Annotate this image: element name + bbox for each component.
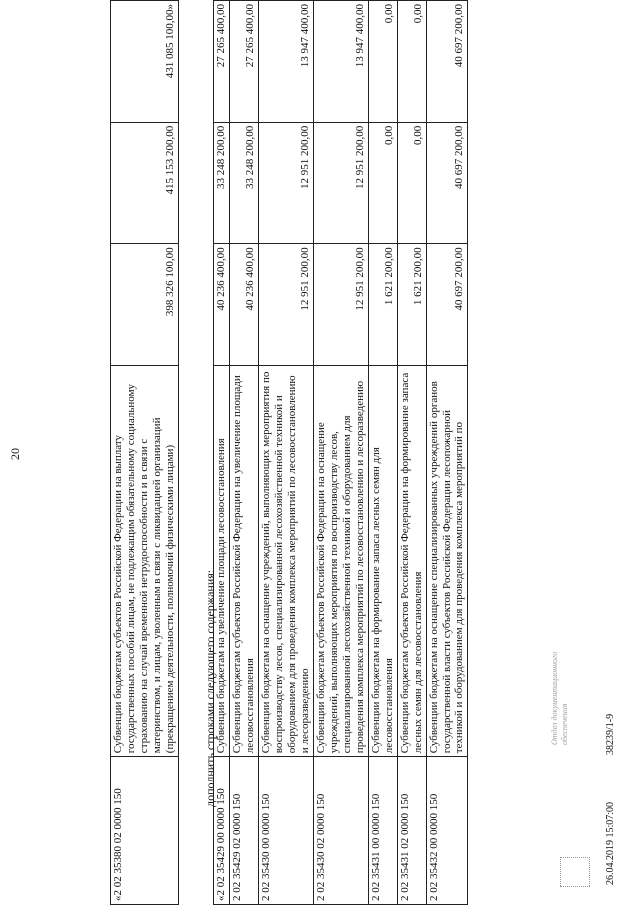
value-2019: 40 697 200,00 (426, 244, 468, 366)
row-description: Субвенции бюджетам субъектов Российской Федерации на выплату государственных пособий лицам, не подлежащим обязательному социальному страхованию на случай временной нетрудоспособности и в связи с материнством, и лицам, уволенным в связи с ликвидацией организаций (прекращением деятельности, полномочий физическими лицами) (111, 366, 179, 757)
insert-note: дополнить строками следующего содержания: (203, 569, 217, 807)
value-2021: 27 265 400,00 (229, 1, 258, 123)
value-2020: 33 248 200,00 (214, 122, 230, 244)
row-description: Субвенции бюджетам на оснащение учреждений, выполняющих мероприятия по воспроизводству лесов, специализированной лесохозяйственной техникой и оборудованием для проведения комплекса мероприятий по лесовосстановлению и лесоразведению (258, 366, 313, 757)
table-row (368, 1, 397, 905)
row-description: Субвенции бюджетам на формирование запаса лесных семян для лесовосстановления (368, 366, 397, 757)
row-description: Субвенции бюджетам субъектов Российской Федерации на формирование запаса лесных семян для лесовосстановления (397, 366, 426, 757)
top-table (110, 0, 179, 905)
budget-code: «2 02 35380 02 0000 150 (111, 757, 179, 905)
main-table (213, 0, 468, 905)
budget-code: 2 02 35431 02 0000 150 (397, 757, 426, 905)
value-2020: 40 697 200,00 (426, 122, 468, 244)
value-2019: 12 951 200,00 (313, 244, 368, 366)
page-number: 20 (8, 448, 22, 460)
value-2021: 13 947 400,00 (258, 1, 313, 123)
value-2020: 33 248 200,00 (229, 122, 258, 244)
footer-date: 26.04.2019 15:07:00 (605, 801, 616, 885)
value-2021: 40 697 200,00 (426, 1, 468, 123)
value-2019: 40 236 400,00 (214, 244, 230, 366)
value-2021: 0,00 (397, 1, 426, 123)
table-row (258, 1, 313, 905)
table-row (111, 1, 179, 905)
budget-code: «2 02 35429 00 0000 150 (214, 757, 230, 905)
value-2020: 0,00 (368, 122, 397, 244)
row-description: Субвенции бюджетам на оснащение специализированных учреждений органов государственной власти субъектов Российской Федерации лесопожарной техникой и оборудованием для проведения комплекса мероприятий по (426, 366, 468, 757)
scan-mark (560, 857, 590, 887)
value-2020: 415 153 200,00 (111, 122, 179, 244)
value-2019: 12 951 200,00 (258, 244, 313, 366)
value-2019: 1 621 200,00 (397, 244, 426, 366)
table-row (229, 1, 258, 905)
value-2019: 1 621 200,00 (368, 244, 397, 366)
table-row (313, 1, 368, 905)
value-2021: 0,00 (368, 1, 397, 123)
budget-code: 2 02 35431 00 0000 150 (368, 757, 397, 905)
row-description: Субвенции бюджетам субъектов Российской Федерации на увеличение площади лесовосстановления (229, 366, 258, 757)
budget-code: 2 02 35430 02 0000 150 (313, 757, 368, 905)
table-row (426, 1, 468, 905)
value-2021: 13 947 400,00 (313, 1, 368, 123)
value-2019: 398 326 100,00 (111, 244, 179, 366)
row-description: Субвенции бюджетам на увеличение площади лесовосстановления (214, 366, 230, 757)
department-stamp: Отдел документационного обеспечения (550, 651, 570, 745)
footer-doc-code: 38239/1-9 (605, 713, 616, 755)
value-2019: 40 236 400,00 (229, 244, 258, 366)
budget-code: 2 02 35429 02 0000 150 (229, 757, 258, 905)
value-2021: 27 265 400,00 (214, 1, 230, 123)
value-2020: 12 951 200,00 (258, 122, 313, 244)
table-row (214, 1, 230, 905)
row-description: Субвенции бюджетам субъектов Российской Федерации на оснащение учреждений, выполняющих мероприятия по воспроизводству лесов, специализированной лесохозяйственной техникой и оборудованием для проведения комплекса мероприятий по лесовосстановлению и лесоразведению (313, 366, 368, 757)
value-2020: 0,00 (397, 122, 426, 244)
budget-code: 2 02 35432 00 0000 150 (426, 757, 468, 905)
value-2021: 431 085 100,00» (111, 1, 179, 123)
value-2020: 12 951 200,00 (313, 122, 368, 244)
budget-code: 2 02 35430 00 0000 150 (258, 757, 313, 905)
table-row (397, 1, 426, 905)
